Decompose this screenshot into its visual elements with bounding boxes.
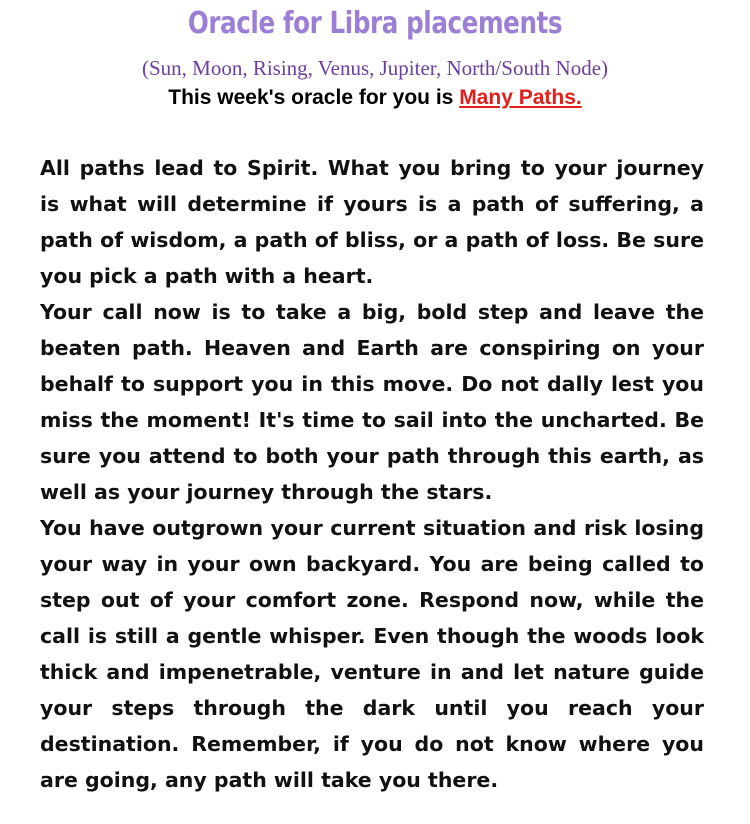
paragraph-spirit: All paths lead to Spirit. What you bring to your journey is what will determine if yours is a path of suffering, a path of wisdom, a path of bliss, or a path of loss. Be sure you pick a path with a heart. xyxy=(40,156,704,288)
paragraph-call: Your call now is to take a big, bold step and leave the beaten path. Heaven and Earth are conspiring on your behalf to support you in this move. Do not dally lest you miss the moment! It's time to sail into the uncharted. Be sure you attend to both your path through this earth, as well as your journey through the stars. xyxy=(40,300,704,504)
oracle-name: Many Paths. xyxy=(459,86,582,109)
paragraph-outgrown: You have outgrown your current situation and risk losing your way in your own backyard. You are being called to step out of your comfort zone. Respond now, while the call is still a gentle whisper. Even though the woods look thick and impenetrable, venture in and let nature guide your steps through the dark until you reach your destination. Remember, if you do not know where you are going, any path will take you there. xyxy=(40,516,704,792)
oracle-message xyxy=(40,150,704,798)
placements-subtitle: (Sun, Moon, Rising, Venus, Jupiter, North/South Node) xyxy=(141,56,609,80)
page-title: Oracle for Libra placements xyxy=(187,6,563,41)
oracle-prefix: This week's oracle for you is xyxy=(168,86,460,109)
weekly-oracle-line xyxy=(0,86,750,110)
